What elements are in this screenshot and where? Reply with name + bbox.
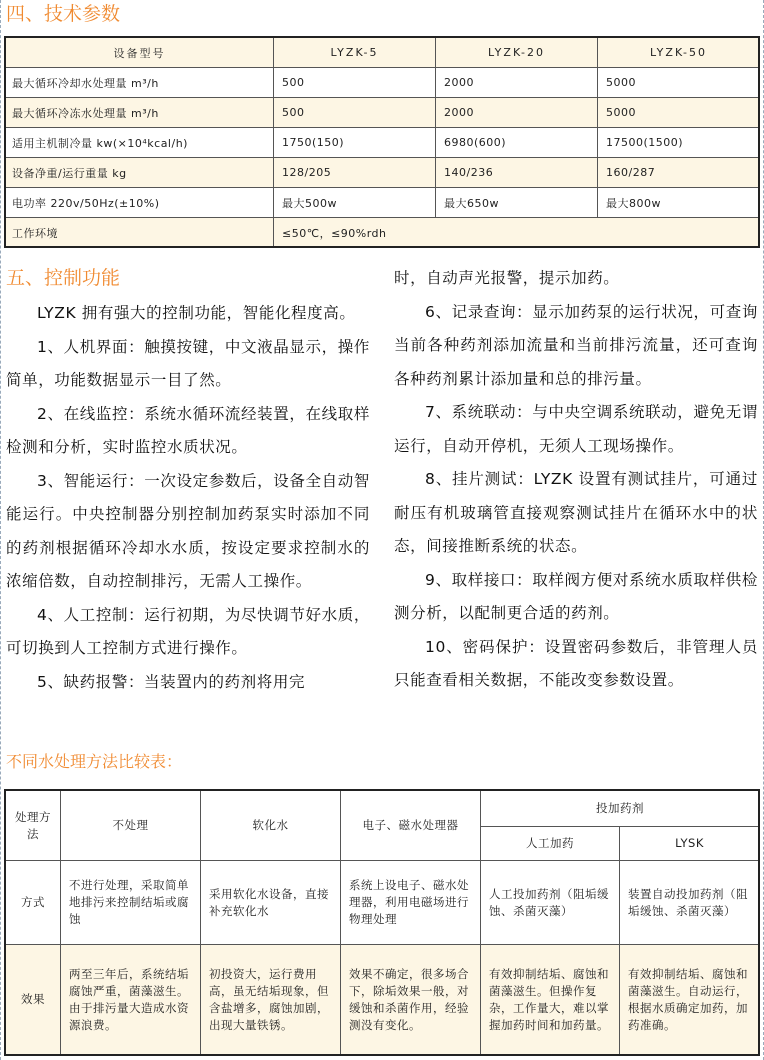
spec-row-label: 最大循环冷冻水处理量 m³/h xyxy=(6,98,274,128)
spec-cell: 1750(150) xyxy=(274,128,436,158)
tech-spec-table xyxy=(5,37,760,248)
control-item: 6、记录查询：显示加药泵的运行状况，可查询当前各种药剂添加流量和当前排污流量，还可查询各种药剂累计添加量和总的排污量。 xyxy=(394,302,758,388)
compare-way-row xyxy=(6,861,760,945)
spec-header-model: 设备型号 xyxy=(6,38,274,68)
spec-header-row xyxy=(6,38,760,68)
compare-way-label: 方式 xyxy=(6,861,61,945)
control-item: 10、密码保护：设置密码参数后，非管理人员只能查看相关数据，不能改变参数设置。 xyxy=(394,637,758,689)
compare-cell: 不进行处理，采取简单地排污来控制结垢或腐蚀 xyxy=(61,861,201,945)
spec-header-lyzk5: LYZK-5 xyxy=(274,38,436,68)
control-left-column xyxy=(6,297,370,699)
spec-row xyxy=(6,158,760,188)
compare-cell: 采用软化水设备，直接补充软化水 xyxy=(201,861,341,945)
tech-section-title: 四、技术参数 xyxy=(6,3,121,25)
control-intro: LYZK 拥有强大的控制功能，智能化程度高。 xyxy=(37,304,356,322)
control-item: 7、系统联动：与中央空调系统联动，避免无谓运行，自动开停机，无须人工现场操作。 xyxy=(394,403,758,455)
spec-row xyxy=(6,98,760,128)
control-item: 3、智能运行：一次设定参数后，设备全自动智能运行。中央控制器分别控制加药泵实时添加不同的药剂根据循环冷却水水质，按设定要求控制水的浓缩倍数，自动控制排污，无需人工操作。 xyxy=(6,471,370,590)
compare-header-none: 不处理 xyxy=(61,791,201,861)
compare-effect-label: 效果 xyxy=(6,945,61,1055)
spec-row xyxy=(6,68,760,98)
spec-header-lyzk50: LYZK-50 xyxy=(598,38,760,68)
compare-cell: 有效抑制结垢、腐蚀和菌藻滋生。自动运行，根据水质确定加药，加药准确。 xyxy=(620,945,760,1055)
compare-header-lysk: LYSK xyxy=(620,827,760,861)
compare-cell: 有效抑制结垢、腐蚀和菌藻滋生。但操作复杂，工作量大，难以掌握加药时间和加药量。 xyxy=(481,945,620,1055)
spec-row-label: 设备净重/运行重量 kg xyxy=(6,158,274,188)
spec-cell: 5000 xyxy=(598,68,760,98)
spec-cell: 最大800w xyxy=(598,188,760,218)
control-item: 5、缺药报警：当装置内的药剂将用完 xyxy=(37,672,306,691)
control-item: 1、人机界面：触摸按键，中文液晶显示，操作简单，功能数据显示一目了然。 xyxy=(6,337,370,389)
control-item: 8、挂片测试：LYZK 设置有测试挂片，可通过耐压有机玻璃管直接观察测试挂片在循环水中的状态，间接推断系统的状态。 xyxy=(394,470,758,555)
control-item-continued: 时，自动声光报警，提示加药。 xyxy=(394,269,620,287)
spec-row xyxy=(6,188,760,218)
spec-cell: 17500(1500) xyxy=(598,128,760,158)
spec-row xyxy=(6,128,760,158)
compare-cell: 系统上设电子、磁水处理器，利用电磁场进行物理处理 xyxy=(341,861,481,945)
compare-header-softened: 软化水 xyxy=(201,791,341,861)
spec-cell: 500 xyxy=(274,98,436,128)
control-right-column xyxy=(394,262,758,698)
spec-row-label: 适用主机制冷量 kw(×10⁴kcal/h) xyxy=(6,128,274,158)
spec-cell: 128/205 xyxy=(274,158,436,188)
spec-cell: 2000 xyxy=(436,98,598,128)
spec-cell: 160/287 xyxy=(598,158,760,188)
spec-env-row xyxy=(6,218,760,248)
compare-cell: 初投资大，运行费用高，虽无结垢现象，但含盐增多，腐蚀加剧，出现大量铁锈。 xyxy=(201,945,341,1055)
spec-cell: 5000 xyxy=(598,98,760,128)
compare-cell: 装置自动投加药剂（阻垢缓蚀、杀菌灭藻） xyxy=(620,861,760,945)
spec-cell: 140/236 xyxy=(436,158,598,188)
spec-cell: 500 xyxy=(274,68,436,98)
spec-env-label: 工作环境 xyxy=(6,218,274,248)
compare-table xyxy=(5,790,760,1055)
control-section-title: 五、控制功能 xyxy=(6,267,121,289)
compare-cell: 效果不确定，很多场合下，除垢效果一般，对缓蚀和杀菌作用，经验测没有变化。 xyxy=(341,945,481,1055)
compare-header-manual: 人工加药 xyxy=(481,827,620,861)
spec-row-label: 电功率 220v/50Hz(±10%) xyxy=(6,188,274,218)
compare-cell: 人工投加药剂（阻垢缓蚀、杀菌灭藻） xyxy=(481,861,620,945)
spec-cell: 6980(600) xyxy=(436,128,598,158)
spec-row-label: 最大循环冷却水处理量 m³/h xyxy=(6,68,274,98)
compare-header-dosing: 投加药剂 xyxy=(481,791,760,827)
compare-section-title: 不同水处理方法比较表： xyxy=(6,752,183,771)
control-item: 4、人工控制：运行初期，为尽快调节好水质，可切换到人工控制方式进行操作。 xyxy=(6,605,370,657)
compare-header-row xyxy=(6,791,760,827)
compare-header-electromagnetic: 电子、磁水处理器 xyxy=(341,791,481,861)
compare-header-method: 处理方法 xyxy=(6,791,61,861)
spec-cell: 2000 xyxy=(436,68,598,98)
spec-cell: 最大500w xyxy=(274,188,436,218)
spec-env-value: ≤50℃，≤90%rdh xyxy=(274,218,760,248)
compare-effect-row xyxy=(6,945,760,1055)
spec-cell: 最大650w xyxy=(436,188,598,218)
compare-cell: 两至三年后，系统结垢腐蚀严重，菌藻滋生。由于排污量大造成水资源浪费。 xyxy=(61,945,201,1055)
spec-header-lyzk20: LYZK-20 xyxy=(436,38,598,68)
control-item: 9、取样接口：取样阀方便对系统水质取样供检测分析，以配制更合适的药剂。 xyxy=(394,570,758,622)
control-item: 2、在线监控：系统水循环流经装置，在线取样检测和分析，实时监控水质状况。 xyxy=(6,404,370,456)
